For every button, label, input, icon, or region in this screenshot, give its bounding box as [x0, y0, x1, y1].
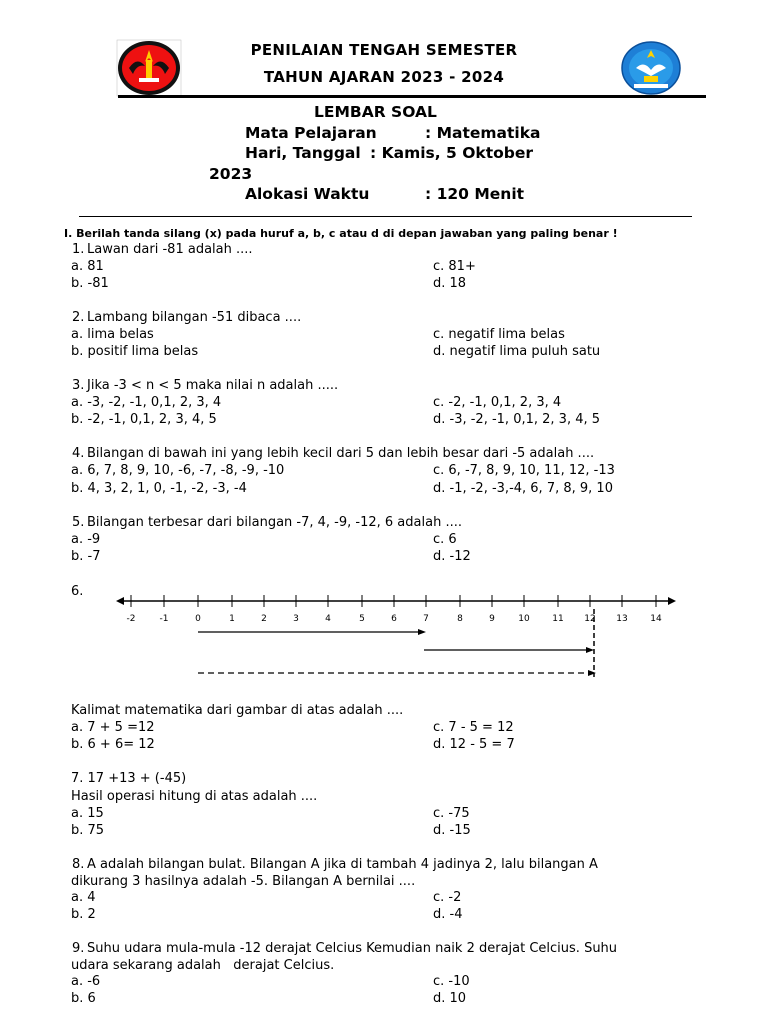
option-d: d. -1, -2, -3,-4, 6, 7, 8, 9, 10 [433, 481, 613, 496]
subject-label: Mata Pelajaran [245, 124, 377, 142]
number-line-label: 3 [293, 614, 299, 624]
option-c: c. 7 - 5 = 12 [433, 720, 514, 735]
option-b: b. 6 [71, 991, 96, 1006]
option-c: c. -75 [433, 806, 470, 821]
question-expression: 7. 17 +13 + (-45) [71, 771, 187, 786]
number-line-label: 8 [457, 614, 463, 624]
option-d: d. 18 [433, 276, 467, 291]
option-b: b. 75 [71, 823, 105, 838]
number-line-label: 13 [616, 614, 628, 624]
number-line-label: 7 [423, 614, 429, 624]
date-year: 2023 [209, 165, 253, 183]
question-number: 6. [71, 584, 84, 599]
number-line-label: 6 [391, 614, 397, 624]
option-c: c. -2 [433, 890, 462, 905]
question-text: Lawan dari -81 adalah .... [87, 242, 253, 257]
option-c: c. -2, -1, 0,1, 2, 3, 4 [433, 395, 562, 410]
option-d: d. -3, -2, -1, 0,1, 2, 3, 4, 5 [433, 412, 601, 427]
option-a: a. -3, -2, -1, 0,1, 2, 3, 4 [71, 395, 222, 410]
question-number: 2. [72, 310, 85, 325]
option-d: d. 10 [433, 991, 467, 1006]
number-line-figure [100, 585, 690, 685]
option-c: c. negatif lima belas [433, 327, 565, 342]
number-line-label: 0 [195, 614, 201, 624]
arrowhead-right [668, 597, 676, 605]
question-text-line2: dikurang 3 hasilnya adalah -5. Bilangan A bernilai .... [71, 874, 416, 889]
question-text-line1: A adalah bilangan bulat. Bilangan A jika di tambah 4 jadinya 2, lalu bilangan A [87, 857, 598, 872]
time-label: Alokasi Waktu [245, 185, 370, 203]
option-c: c. 81+ [433, 259, 476, 274]
option-c: c. 6, -7, 8, 9, 10, 11, 12, -13 [433, 463, 615, 478]
date-label: Hari, Tanggal [245, 144, 361, 162]
arrowhead-dashed [588, 670, 596, 676]
question-number: 4. [72, 446, 85, 461]
header-rule [118, 95, 706, 98]
option-a: a. 4 [71, 890, 96, 905]
question-number: 8. [72, 857, 85, 872]
number-line-label: 11 [552, 614, 564, 624]
option-d: d. 12 - 5 = 7 [433, 737, 515, 752]
option-a: a. 15 [71, 806, 104, 821]
question-text: Bilangan di bawah ini yang lebih kecil dari 5 dan lebih besar dari -5 adalah .... [87, 446, 595, 461]
option-d: d. -15 [433, 823, 471, 838]
number-line-label: -1 [159, 614, 169, 624]
option-b: b. 6 + 6= 12 [71, 737, 155, 752]
question-number: 5. [72, 515, 85, 530]
question-text: Kalimat matematika dari gambar di atas adalah .... [71, 703, 404, 718]
option-a: a. -9 [71, 532, 101, 547]
option-d: d. negatif lima puluh satu [433, 344, 601, 359]
option-c: c. -10 [433, 974, 470, 989]
number-line-label: 14 [650, 614, 662, 624]
option-b: b. 2 [71, 907, 96, 922]
question-text-line1: Suhu udara mula-mula -12 derajat Celcius Kemudian naik 2 derajat Celcius. Suhu [87, 941, 618, 956]
date-value: : Kamis, 5 Oktober [370, 144, 534, 162]
option-d: d. -4 [433, 907, 463, 922]
number-line-label: 4 [325, 614, 331, 624]
option-a: a. -6 [71, 974, 101, 989]
option-b: b. -7 [71, 549, 101, 564]
option-c: c. 6 [433, 532, 457, 547]
arrowhead-0-to-7 [418, 629, 426, 635]
subject-value: : Matematika [425, 124, 541, 142]
number-line-label: 12 [584, 614, 596, 624]
question-number: 1. [72, 242, 85, 257]
option-a: a. 81 [71, 259, 104, 274]
number-line-label: 1 [229, 614, 235, 624]
question-text: Jika -3 < n < 5 maka nilai n adalah ..... [87, 378, 339, 393]
number-line-label: 9 [489, 614, 495, 624]
question-number: 9. [72, 941, 85, 956]
question-text: Bilangan terbesar dari bilangan -7, 4, -9, -12, 6 adalah .... [87, 515, 462, 530]
option-a: a. 7 + 5 =12 [71, 720, 155, 735]
question-text-line2: udara sekarang adalah derajat Celcius. [71, 958, 335, 973]
instruction: I. Berilah tanda silang (x) pada huruf a, b, c atau d di depan jawaban yang paling benar ! [64, 227, 618, 240]
time-value: : 120 Menit [425, 185, 525, 203]
header-title: PENILAIAN TENGAH SEMESTER [250, 41, 518, 59]
number-line-label: 2 [261, 614, 267, 624]
question-text: Lambang bilangan -51 dibaca .... [87, 310, 302, 325]
option-b: b. -81 [71, 276, 109, 291]
header-subtitle: TAHUN AJARAN 2023 - 2024 [263, 68, 505, 86]
question-number: 3. [72, 378, 85, 393]
sheet-title: LEMBAR SOAL [314, 103, 437, 121]
arrowhead-left [116, 597, 124, 605]
number-line-label: 10 [518, 614, 530, 624]
info-rule [79, 216, 692, 217]
option-d: d. -12 [433, 549, 471, 564]
option-b: b. -2, -1, 0,1, 2, 3, 4, 5 [71, 412, 217, 427]
arrowhead-7-to-12 [586, 647, 594, 653]
question-text: Hasil operasi hitung di atas adalah .... [71, 789, 318, 804]
option-b: b. positif lima belas [71, 344, 199, 359]
option-a: a. 6, 7, 8, 9, 10, -6, -7, -8, -9, -10 [71, 463, 285, 478]
number-line-label: -2 [126, 614, 136, 624]
option-a: a. lima belas [71, 327, 154, 342]
option-b: b. 4, 3, 2, 1, 0, -1, -2, -3, -4 [71, 481, 247, 496]
number-line-label: 5 [359, 614, 365, 624]
